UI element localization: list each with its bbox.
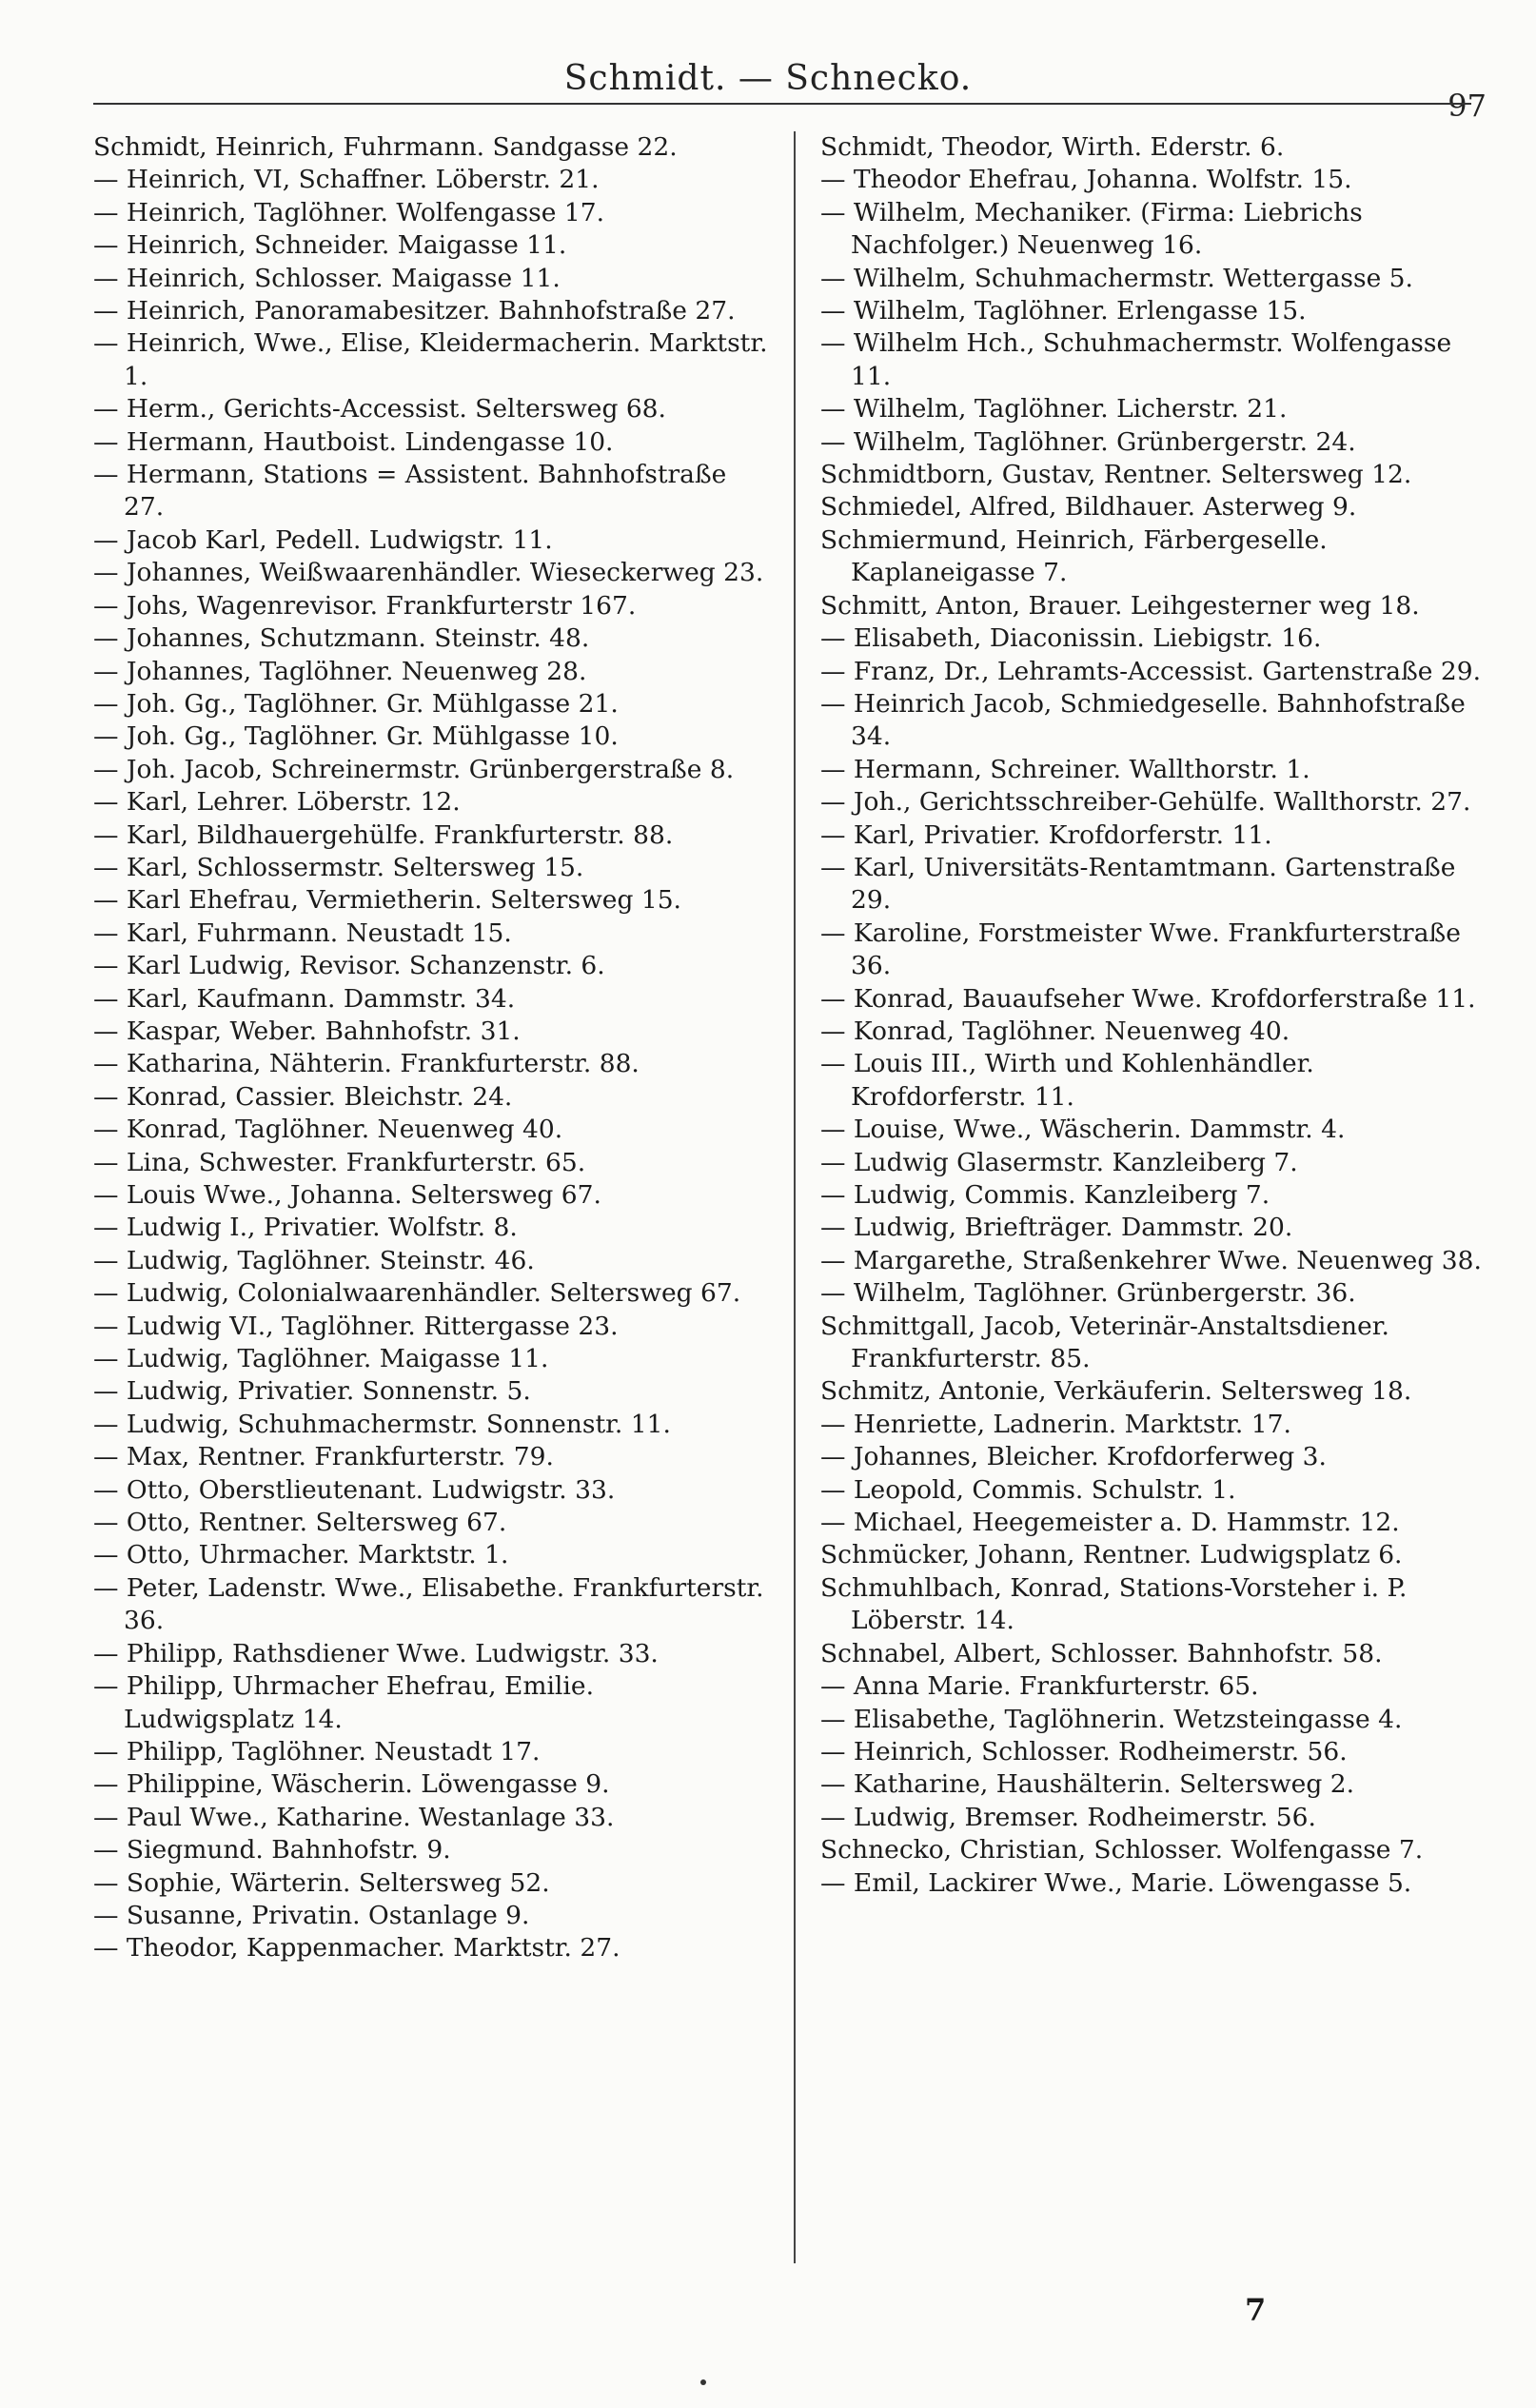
directory-entry: Schmidtborn, Gustav, Rentner. Seltersweg 12. xyxy=(820,460,1412,490)
directory-entry: — Franz, Dr., Lehramts-Accessist. Gartenstraße 29. xyxy=(820,656,1482,686)
directory-entry: — Elisabethe, Taglöhnerin. Wetzsteingasse 4. xyxy=(820,1704,1403,1734)
directory-entry: — Otto, Oberstlieutenant. Ludwigstr. 33. xyxy=(93,1474,616,1505)
directory-entry: — Joh. Gg., Taglöhner. Gr. Mühlgasse 21. xyxy=(93,688,619,719)
directory-entry: — Lina, Schwester. Frankfurterstr. 65. xyxy=(93,1147,586,1177)
directory-entry: — Konrad, Taglöhner. Neuenweg 40. xyxy=(820,1016,1290,1046)
directory-entry: — Siegmund. Bahnhofstr. 9. xyxy=(93,1835,451,1865)
directory-entry: — Heinrich, Wwe., Elise, Kleidermacherin. Marktstr. 1. xyxy=(93,328,768,391)
directory-entry: Schmitz, Antonie, Verkäuferin. Seltersweg 18. xyxy=(820,1376,1412,1407)
directory-entry: — Wilhelm, Mechaniker. (Firma: Liebrichs Nachfolger.) Neuenweg 16. xyxy=(820,197,1363,261)
directory-entry: — Karl, Bildhauergehülfe. Frankfurterstr. 88. xyxy=(93,819,674,850)
directory-entry: — Heinrich, VI, Schaffner. Löberstr. 21. xyxy=(93,165,600,195)
directory-entry: — Johs, Wagenrevisor. Frankfurterstr 167. xyxy=(93,590,637,621)
directory-entry: — Ludwig, Bremser. Rodheimerstr. 56. xyxy=(820,1802,1316,1832)
directory-entry: — Jacob Karl, Pedell. Ludwigstr. 11. xyxy=(93,524,553,555)
directory-entry: — Ludwig I., Privatier. Wolfstr. 8. xyxy=(93,1213,518,1243)
directory-entry: Schmiedel, Alfred, Bildhauer. Asterweg 9. xyxy=(820,492,1357,523)
directory-entry: — Louis Wwe., Johanna. Seltersweg 67. xyxy=(93,1180,601,1210)
directory-entry: — Wilhelm, Taglöhner. Grünbergerstr. 24. xyxy=(820,426,1356,457)
directory-entry: — Karl, Schlossermstr. Seltersweg 15. xyxy=(93,852,584,882)
directory-entry: Schnabel, Albert, Schlosser. Bahnhofstr. 58. xyxy=(820,1638,1383,1668)
directory-entry: — Karoline, Forstmeister Wwe. Frankfurterstraße 36. xyxy=(820,918,1461,981)
directory-entry: — Michael, Heegemeister a. D. Hammstr. 12. xyxy=(820,1508,1400,1538)
directory-entry: — Paul Wwe., Katharine. Westanlage 33. xyxy=(93,1802,615,1832)
directory-entry: — Heinrich Jacob, Schmiedgeselle. Bahnhofstraße 34. xyxy=(820,688,1466,752)
directory-entry: — Emil, Lackirer Wwe., Marie. Löwengasse 5. xyxy=(820,1867,1412,1898)
directory-entry: — Heinrich, Schneider. Maigasse 11. xyxy=(93,230,567,261)
directory-entry: — Katharina, Nähterin. Frankfurterstr. 88. xyxy=(93,1049,640,1079)
directory-entry: — Herm., Gerichts-Accessist. Seltersweg 68. xyxy=(93,394,666,424)
directory-entry: — Elisabeth, Diaconissin. Liebigstr. 16. xyxy=(820,623,1322,654)
directory-entry: — Henriette, Ladnerin. Marktstr. 17. xyxy=(820,1409,1291,1439)
directory-entry: Schmuhlbach, Konrad, Stations-Vorsteher i. P. Löberstr. 14. xyxy=(820,1572,1408,1636)
directory-entry: — Ludwig, Commis. Kanzleiberg 7. xyxy=(820,1180,1270,1210)
directory-entry: — Johannes, Schutzmann. Steinstr. 48. xyxy=(93,623,590,654)
directory-entry: — Sophie, Wärterin. Seltersweg 52. xyxy=(93,1867,550,1898)
directory-entry: — Karl, Kaufmann. Dammstr. 34. xyxy=(93,983,516,1014)
running-title: Schmidt. — Schnecko. xyxy=(563,59,973,98)
directory-entry: — Karl Ehefrau, Vermietherin. Seltersweg 15. xyxy=(93,885,681,916)
directory-entry: Schmittgall, Jacob, Veterinär-Anstaltsdiener. Frankfurterstr. 85. xyxy=(820,1311,1389,1374)
directory-entry: — Joh. Jacob, Schreinermstr. Grünbergerstraße 8. xyxy=(93,754,735,784)
directory-entry: Schmücker, Johann, Rentner. Ludwigsplatz 6. xyxy=(820,1540,1403,1570)
directory-entry: — Susanne, Privatin. Ostanlage 9. xyxy=(93,1900,530,1930)
directory-entry: Schmidt, Heinrich, Fuhrmann. Sandgasse 22. xyxy=(93,132,678,162)
directory-entry: — Heinrich, Taglöhner. Wolfengasse 17. xyxy=(93,197,605,227)
directory-entry: — Ludwig VI., Taglöhner. Rittergasse 23. xyxy=(93,1311,619,1341)
directory-entry: — Hermann, Stations = Assistent. Bahnhofstraße 27. xyxy=(93,460,727,523)
directory-entry: — Kaspar, Weber. Bahnhofstr. 31. xyxy=(93,1016,521,1046)
directory-entry: — Margarethe, Straßenkehrer Wwe. Neuenweg 38. xyxy=(820,1245,1482,1275)
directory-entry: — Theodor Ehefrau, Johanna. Wolfstr. 15. xyxy=(820,165,1352,195)
directory-entry: — Johannes, Bleicher. Krofdorferweg 3. xyxy=(820,1442,1327,1472)
directory-entry: — Philipp, Uhrmacher Ehefrau, Emilie. Ludwigsplatz 14. xyxy=(93,1671,594,1734)
directory-entry: — Max, Rentner. Frankfurterstr. 79. xyxy=(93,1442,554,1472)
directory-entry: — Heinrich, Panoramabesitzer. Bahnhofstraße 27. xyxy=(93,296,736,326)
directory-entry: — Johannes, Taglöhner. Neuenweg 28. xyxy=(93,656,587,686)
column-divider xyxy=(794,131,796,2263)
signature-mark: 7 xyxy=(1245,2292,1267,2328)
directory-entry: — Karl Ludwig, Revisor. Schanzenstr. 6. xyxy=(93,951,605,981)
directory-entry: — Karl, Lehrer. Löberstr. 12. xyxy=(93,787,461,818)
directory-entry: — Louis III., Wirth und Kohlenhändler. Krofdorferstr. 11. xyxy=(820,1049,1314,1112)
directory-entry: — Philipp, Rathsdiener Wwe. Ludwigstr. 33. xyxy=(93,1638,659,1668)
directory-entry: — Wilhelm Hch., Schuhmachermstr. Wolfengasse 11. xyxy=(820,328,1452,391)
directory-entry: — Otto, Rentner. Seltersweg 67. xyxy=(93,1508,507,1538)
directory-entry: — Ludwig, Privatier. Sonnenstr. 5. xyxy=(93,1376,531,1407)
directory-entry: — Ludwig, Briefträger. Dammstr. 20. xyxy=(820,1213,1293,1243)
directory-entry: — Karl, Privatier. Krofdorferstr. 11. xyxy=(820,819,1272,850)
directory-entry: — Wilhelm, Taglöhner. Licherstr. 21. xyxy=(820,394,1288,424)
directory-entry: — Johannes, Weißwaarenhändler. Wieseckerweg 23. xyxy=(93,558,764,588)
directory-entry: — Ludwig, Schuhmachermstr. Sonnenstr. 11. xyxy=(93,1409,671,1439)
directory-entry: — Ludwig, Colonialwaarenhändler. Seltersweg 67. xyxy=(93,1278,741,1309)
directory-entry: Schmidt, Theodor, Wirth. Ederstr. 6. xyxy=(820,132,1285,162)
directory-entry: — Philipp, Taglöhner. Neustadt 17. xyxy=(93,1736,541,1767)
directory-entry: — Hermann, Schreiner. Wallthorstr. 1. xyxy=(820,754,1310,784)
directory-entry: — Katharine, Haushälterin. Seltersweg 2. xyxy=(820,1769,1355,1800)
print-dot xyxy=(700,2379,706,2385)
header-rule xyxy=(93,103,1471,105)
directory-entry: — Peter, Ladenstr. Wwe., Elisabethe. Frankfurterstr. 36. xyxy=(93,1572,764,1636)
directory-entry: — Leopold, Commis. Schulstr. 1. xyxy=(820,1474,1236,1505)
directory-entry: Schnecko, Christian, Schlosser. Wolfengasse 7. xyxy=(820,1835,1424,1865)
directory-entry: — Karl, Fuhrmann. Neustadt 15. xyxy=(93,918,512,948)
directory-entry: — Hermann, Hautboist. Lindengasse 10. xyxy=(93,426,614,457)
directory-entry: — Otto, Uhrmacher. Marktstr. 1. xyxy=(93,1540,509,1570)
directory-entry: — Karl, Universitäts-Rentamtmann. Gartenstraße 29. xyxy=(820,852,1456,916)
directory-entry: — Konrad, Bauaufseher Wwe. Krofdorferstraße 11. xyxy=(820,983,1476,1014)
directory-entry: — Anna Marie. Frankfurterstr. 65. xyxy=(820,1671,1259,1702)
directory-entry: — Konrad, Taglöhner. Neuenweg 40. xyxy=(93,1115,563,1145)
directory-entry: — Ludwig Glasermstr. Kanzleiberg 7. xyxy=(820,1147,1298,1177)
directory-entry: — Wilhelm, Taglöhner. Grünbergerstr. 36. xyxy=(820,1278,1356,1309)
directory-entry: — Wilhelm, Taglöhner. Erlengasse 15. xyxy=(820,296,1307,326)
directory-entry: — Konrad, Cassier. Bleichstr. 24. xyxy=(93,1081,513,1112)
directory-entry: — Ludwig, Taglöhner. Steinstr. 46. xyxy=(93,1245,535,1275)
directory-entry: — Joh. Gg., Taglöhner. Gr. Mühlgasse 10. xyxy=(93,721,619,752)
directory-entry: Schmitt, Anton, Brauer. Leihgesterner weg 18. xyxy=(820,590,1420,621)
directory-entry: Schmiermund, Heinrich, Färbergeselle. Kaplaneigasse 7. xyxy=(820,524,1328,588)
page-number: 97 xyxy=(1447,88,1487,124)
directory-entry: — Theodor, Kappenmacher. Marktstr. 27. xyxy=(93,1933,620,1964)
directory-entry: — Heinrich, Schlosser. Rodheimerstr. 56. xyxy=(820,1736,1348,1767)
directory-entry: — Wilhelm, Schuhmachermstr. Wettergasse 5. xyxy=(820,263,1413,293)
directory-entry: — Philippine, Wäscherin. Löwengasse 9. xyxy=(93,1769,610,1800)
directory-entry: — Joh., Gerichtsschreiber-Gehülfe. Wallthorstr. 27. xyxy=(820,787,1471,818)
directory-entry: — Ludwig, Taglöhner. Maigasse 11. xyxy=(93,1344,549,1374)
directory-entry: — Heinrich, Schlosser. Maigasse 11. xyxy=(93,263,561,293)
right-column xyxy=(820,131,1491,1900)
directory-entry: — Louise, Wwe., Wäscherin. Dammstr. 4. xyxy=(820,1115,1346,1145)
left-column xyxy=(93,131,769,1965)
